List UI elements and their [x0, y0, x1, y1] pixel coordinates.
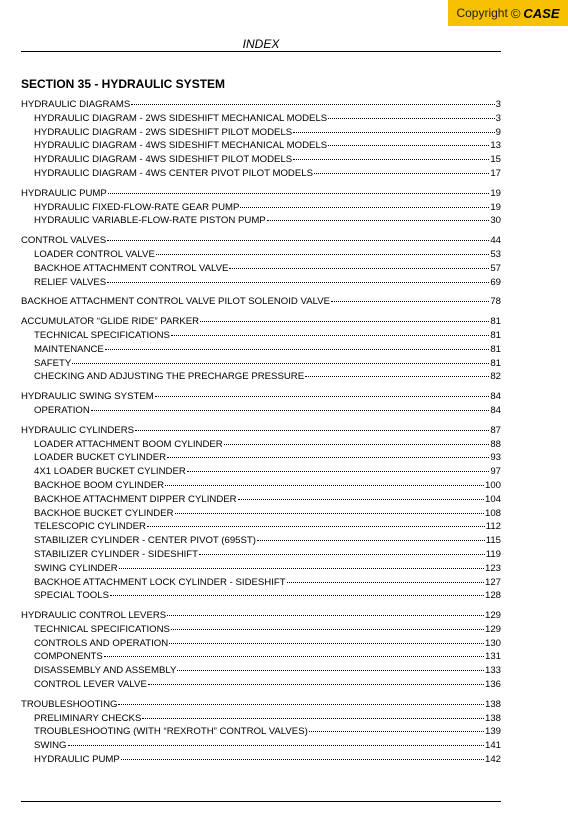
toc-entry-page: 138: [484, 698, 501, 710]
copyright-symbol: ©: [510, 5, 521, 21]
toc-entry-page: 69: [490, 276, 501, 288]
toc-entry-label: TELESCOPIC CYLINDER: [34, 521, 146, 533]
toc-entry-label: HYDRAULIC CYLINDERS: [21, 424, 135, 436]
toc-entry-page: 100: [484, 479, 501, 491]
toc-entry-page: 139: [484, 726, 501, 738]
dot-leader: [105, 349, 490, 350]
toc-entry-page: 82: [490, 371, 501, 383]
toc-entry-label: HYDRAULIC FIXED-FLOW-RATE GEAR PUMP: [34, 201, 240, 213]
toc-entry-label: HYDRAULIC DIAGRAM - 4WS SIDESHIFT MECHANICAL MODELS: [34, 140, 328, 152]
section-title: SECTION 35 - HYDRAULIC SYSTEM: [21, 77, 226, 91]
dot-leader: [257, 540, 485, 541]
toc-subentry[interactable]: [21, 112, 501, 126]
toc-entry-label: STABILIZER CYLINDER - CENTER PIVOT (695ST): [34, 535, 256, 547]
dot-leader: [224, 444, 490, 445]
dot-leader: [309, 731, 484, 732]
toc-entry-page: 88: [490, 438, 501, 450]
toc-entry-label: SPECIAL TOOLS: [34, 590, 110, 602]
toc-subentry[interactable]: [21, 276, 501, 290]
toc-entry[interactable]: [21, 609, 501, 623]
toc-subentry[interactable]: [21, 623, 501, 637]
toc-entry-page: 112: [485, 521, 501, 533]
toc-entry-label: TECHNICAL SPECIFICATIONS: [34, 623, 170, 635]
toc-entry-label: ACCUMULATOR “GLIDE RIDE” PARKER: [21, 316, 200, 328]
toc-entry-label: TECHNICAL SPECIFICATIONS: [34, 329, 170, 341]
toc-subentry[interactable]: [21, 248, 501, 262]
toc-entry-label: OPERATION: [34, 404, 90, 416]
toc-entry-label: 4X1 LOADER BUCKET CYLINDER: [34, 466, 186, 478]
toc-entry-page: 19: [490, 187, 501, 199]
dot-leader: [131, 104, 494, 105]
toc-subentry[interactable]: [21, 576, 501, 590]
toc-subentry[interactable]: [21, 139, 501, 153]
toc-subentry[interactable]: [21, 507, 501, 521]
toc-entry-page: 129: [484, 610, 501, 622]
toc-entry-page: 141: [484, 740, 501, 752]
toc-entry[interactable]: [21, 315, 501, 329]
dot-leader: [135, 430, 489, 431]
toc-subentry[interactable]: [21, 664, 501, 678]
toc-entry-page: 81: [490, 357, 501, 369]
dot-leader: [68, 745, 484, 746]
dot-leader: [147, 526, 485, 527]
toc-entry-page: 104: [484, 493, 501, 505]
toc-group: [21, 315, 501, 384]
toc-entry-page: 81: [490, 329, 501, 341]
toc-entry-page: 15: [490, 154, 501, 166]
toc-entry-label: LOADER CONTROL VALVE: [34, 248, 155, 260]
toc-subentry[interactable]: [21, 153, 501, 167]
toc-entry-label: BACKHOE ATTACHMENT LOCK CYLINDER - SIDESHIFT: [34, 576, 286, 588]
dot-leader: [119, 568, 484, 569]
toc-entry[interactable]: [21, 295, 501, 309]
toc-entry-label: SAFETY: [34, 357, 72, 369]
toc-entry-label: HYDRAULIC DIAGRAM - 2WS SIDESHIFT PILOT MODELS: [34, 126, 293, 138]
toc-entry-page: 9: [495, 126, 501, 138]
dot-leader: [167, 615, 484, 616]
toc-group: [21, 424, 501, 603]
toc-group: [21, 390, 501, 418]
toc-subentry[interactable]: [21, 357, 501, 371]
toc-entry-page: 44: [490, 235, 501, 247]
toc-entry[interactable]: [21, 187, 501, 201]
toc-subentry[interactable]: [21, 739, 501, 753]
toc-entry-page: 57: [490, 262, 501, 274]
toc-subentry[interactable]: [21, 451, 501, 465]
dot-leader: [293, 159, 489, 160]
toc-entry-label: HYDRAULIC DIAGRAMS: [21, 99, 131, 110]
toc-subentry[interactable]: [21, 479, 501, 493]
dot-leader: [107, 240, 489, 241]
toc-subentry[interactable]: [21, 712, 501, 726]
toc-subentry[interactable]: [21, 753, 501, 767]
toc-entry[interactable]: [21, 424, 501, 438]
toc-entry-page: 97: [490, 466, 501, 478]
toc-subentry[interactable]: [21, 465, 501, 479]
toc-entry-label: PRELIMINARY CHECKS: [34, 712, 142, 724]
toc-entry-page: 53: [490, 248, 501, 260]
toc-entry-page: 119: [485, 548, 501, 560]
toc-subentry[interactable]: [21, 370, 501, 384]
toc-entry-page: 3: [495, 99, 501, 110]
dot-leader: [175, 513, 484, 514]
toc-subentry[interactable]: [21, 438, 501, 452]
copyright-text: Copyright: [456, 6, 508, 20]
toc-entry-page: 128: [484, 590, 501, 602]
toc-subentry[interactable]: [21, 725, 501, 739]
copyright-badge: [448, 0, 568, 26]
toc-group: [21, 187, 501, 228]
toc-entry[interactable]: [21, 234, 501, 248]
toc-subentry[interactable]: [21, 493, 501, 507]
dot-leader: [199, 554, 485, 555]
toc-subentry[interactable]: [21, 650, 501, 664]
toc-entry-page: 129: [484, 623, 501, 635]
toc-group: [21, 609, 501, 692]
toc-entry-label: DISASSEMBLY AND ASSEMBLY: [34, 665, 177, 677]
dot-leader: [148, 684, 484, 685]
dot-leader: [121, 759, 484, 760]
toc-entry-page: 136: [484, 679, 501, 691]
toc-entry-page: 115: [485, 535, 501, 547]
toc-entry-label: HYDRAULIC VARIABLE-FLOW-RATE PISTON PUMP: [34, 215, 266, 227]
toc-entry-label: MAINTENANCE: [34, 343, 104, 355]
toc-group: [21, 98, 501, 181]
toc-subentry[interactable]: [21, 343, 501, 357]
toc-entry-label: STABILIZER CYLINDER - SIDESHIFT: [34, 548, 199, 560]
toc-entry-page: 84: [490, 391, 501, 403]
dot-leader: [328, 118, 494, 119]
dot-leader: [108, 193, 490, 194]
toc-group: [21, 234, 501, 289]
dot-leader: [314, 173, 489, 174]
toc-entry-page: 127: [484, 576, 501, 588]
toc-subentry[interactable]: [21, 262, 501, 276]
toc-entry-page: 130: [484, 637, 501, 649]
dot-leader: [171, 335, 489, 336]
toc-entry-page: 81: [490, 316, 501, 328]
toc-entry-page: 123: [484, 562, 501, 574]
toc-entry-label: LOADER BUCKET CYLINDER: [34, 452, 167, 464]
toc-entry-label: HYDRAULIC CONTROL LEVERS: [21, 610, 167, 622]
toc-subentry[interactable]: [21, 520, 501, 534]
dot-leader: [328, 145, 489, 146]
toc-subentry[interactable]: [21, 678, 501, 692]
dot-leader: [167, 457, 489, 458]
toc-subentry[interactable]: [21, 562, 501, 576]
footer-rule: [21, 801, 501, 802]
dot-leader: [104, 656, 484, 657]
toc-entry-label: SWING CYLINDER: [34, 562, 118, 574]
toc-entry[interactable]: [21, 390, 501, 404]
toc-entry-page: 131: [484, 651, 501, 663]
dot-leader: [107, 282, 489, 283]
toc-entry-page: 19: [490, 201, 501, 213]
toc-entry[interactable]: [21, 698, 501, 712]
toc-entry-label: HYDRAULIC PUMP: [21, 187, 107, 199]
toc-subentry[interactable]: [21, 548, 501, 562]
toc-subentry[interactable]: [21, 589, 501, 603]
toc-entry-label: CONTROLS AND OPERATION: [34, 637, 169, 649]
dot-leader: [156, 254, 489, 255]
toc-entry-label: HYDRAULIC DIAGRAM - 4WS SIDESHIFT PILOT MODELS: [34, 154, 293, 166]
index-title: INDEX: [242, 37, 280, 51]
dot-leader: [267, 220, 490, 221]
toc-entry-label: RELIEF VALVES: [34, 276, 107, 288]
toc-group: [21, 698, 501, 767]
toc-subentry[interactable]: [21, 201, 501, 215]
toc-entry-page: 84: [490, 404, 501, 416]
dot-leader: [72, 363, 489, 364]
toc-subentry[interactable]: [21, 404, 501, 418]
toc-entry-page: 81: [490, 343, 501, 355]
toc-entry-page: 3: [495, 112, 501, 124]
toc-entry-label: HYDRAULIC SWING SYSTEM: [21, 391, 154, 403]
header-rule: [21, 51, 501, 52]
toc-entry-label: SWING: [34, 740, 67, 752]
toc-entry-label: CONTROL VALVES: [21, 235, 107, 247]
toc-entry-label: BACKHOE ATTACHMENT CONTROL VALVE: [34, 262, 229, 274]
dot-leader: [142, 718, 484, 719]
toc-entry-label: BACKHOE BUCKET CYLINDER: [34, 507, 174, 519]
dot-leader: [169, 643, 484, 644]
dot-leader: [91, 410, 490, 411]
toc-subentry[interactable]: [21, 637, 501, 651]
dot-leader: [187, 471, 490, 472]
toc-entry-label: COMPONENTS: [34, 651, 103, 663]
toc-entry[interactable]: [21, 98, 501, 112]
dot-leader: [287, 582, 484, 583]
toc-entry-label: TROUBLESHOOTING (WITH “REXROTH” CONTROL VALVES): [34, 726, 308, 738]
toc-entry-page: 13: [490, 140, 501, 152]
dot-leader: [177, 670, 484, 671]
dot-leader: [305, 376, 489, 377]
toc-subentry[interactable]: [21, 126, 501, 140]
table-of-contents: [21, 98, 501, 773]
toc-entry-page: 108: [484, 507, 501, 519]
toc-entry-label: BACKHOE ATTACHMENT DIPPER CYLINDER: [34, 493, 237, 505]
toc-entry-page: 138: [484, 712, 501, 724]
toc-entry-page: 17: [490, 167, 501, 179]
toc-entry-label: CONTROL LEVER VALVE: [34, 679, 147, 691]
toc-group: [21, 295, 501, 309]
toc-subentry[interactable]: [21, 534, 501, 548]
toc-entry-page: 87: [490, 424, 501, 436]
dot-leader: [240, 207, 489, 208]
dot-leader: [110, 595, 484, 596]
toc-entry-label: HYDRAULIC PUMP: [34, 754, 120, 766]
dot-leader: [293, 132, 494, 133]
toc-entry-label: TROUBLESHOOTING: [21, 698, 118, 710]
toc-subentry[interactable]: [21, 167, 501, 181]
dot-leader: [200, 321, 489, 322]
brand-logo: CASE: [523, 5, 560, 21]
dot-leader: [165, 485, 484, 486]
toc-entry-label: BACKHOE ATTACHMENT CONTROL VALVE PILOT SOLENOID VALVE: [21, 296, 331, 308]
toc-subentry[interactable]: [21, 214, 501, 228]
toc-entry-page: 93: [490, 452, 501, 464]
toc-entry-page: 142: [484, 754, 501, 766]
toc-entry-page: 133: [484, 665, 501, 677]
toc-subentry[interactable]: [21, 329, 501, 343]
dot-leader: [118, 704, 484, 705]
toc-entry-label: LOADER ATTACHMENT BOOM CYLINDER: [34, 438, 223, 450]
toc-entry-label: BACKHOE BOOM CYLINDER: [34, 479, 165, 491]
dot-leader: [238, 499, 484, 500]
toc-entry-page: 78: [490, 296, 501, 308]
dot-leader: [331, 301, 489, 302]
dot-leader: [171, 629, 484, 630]
toc-entry-label: HYDRAULIC DIAGRAM - 2WS SIDESHIFT MECHANICAL MODELS: [34, 112, 328, 124]
dot-leader: [229, 268, 489, 269]
toc-entry-page: 30: [490, 215, 501, 227]
toc-entry-label: CHECKING AND ADJUSTING THE PRECHARGE PRESSURE: [34, 371, 305, 383]
dot-leader: [155, 396, 490, 397]
toc-entry-label: HYDRAULIC DIAGRAM - 4WS CENTER PIVOT PILOT MODELS: [34, 167, 313, 179]
